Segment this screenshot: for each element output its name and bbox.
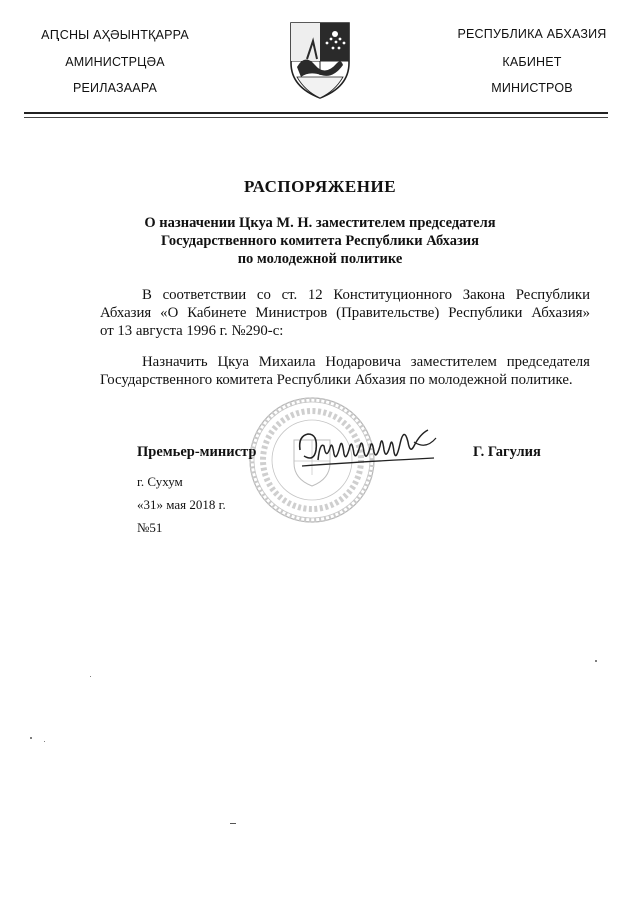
document-number: №51	[137, 520, 163, 535]
header-right-line-1: РЕСПУБЛИКА АБХАЗИЯ	[457, 27, 607, 41]
paragraph-basis-line-3: от 13 августа 1996 г. №290-с:	[100, 323, 284, 339]
header-left-line-2: АМИНИСТРЦӘА	[65, 55, 165, 69]
paragraph-basis-line-1: В соответствии со ст. 12 Конституционного Закона Республики	[142, 287, 590, 303]
document-title: РАСПОРЯЖЕНИЕ	[243, 177, 397, 196]
document-place: г. Сухум	[137, 474, 183, 489]
header-right-line-3: МИНИСТРОВ	[491, 81, 573, 95]
header-left-line-3: РЕИЛАЗААРА	[72, 81, 158, 95]
scan-speck	[44, 741, 45, 742]
coat-of-arms-emblem	[285, 19, 355, 101]
handwritten-signature	[296, 420, 441, 475]
subject-line-2: Государственного комитета Республики Абхазия	[160, 233, 480, 249]
scan-speck	[595, 660, 597, 662]
scan-speck	[90, 676, 91, 677]
subject-line-3: по молодежной политике	[237, 251, 403, 267]
header-divider-thick	[24, 112, 608, 114]
paragraph-basis-line-2: Абхазия «О Кабинете Министров (Правительстве) Республики Абхазия»	[100, 305, 590, 321]
document-subject	[0, 214, 640, 268]
subject-line-1: О назначении Цкуа М. Н. заместителем председателя	[144, 215, 496, 231]
signatory-name: Г. Гагулия	[473, 444, 541, 460]
paragraph-decision-line-1: Назначить Цкуа Михаила Нодаровича заместителем председателя	[142, 354, 590, 370]
paragraph-decision	[100, 353, 590, 389]
header-left-line-1: АԤСНЫ АҲӘЫНТҚАРРА	[41, 28, 189, 42]
scan-speck	[230, 823, 236, 824]
header-divider-thin	[24, 117, 608, 118]
signatory-position: Премьер-министр	[137, 444, 257, 460]
paragraph-decision-line-2: Государственного комитета Республики Абхазия по молодежной политике.	[100, 372, 573, 388]
header-right-line-2: КАБИНЕТ	[502, 55, 562, 69]
scan-speck	[30, 737, 32, 739]
document-date: «31» мая 2018 г.	[137, 497, 226, 512]
paragraph-basis	[100, 286, 590, 340]
